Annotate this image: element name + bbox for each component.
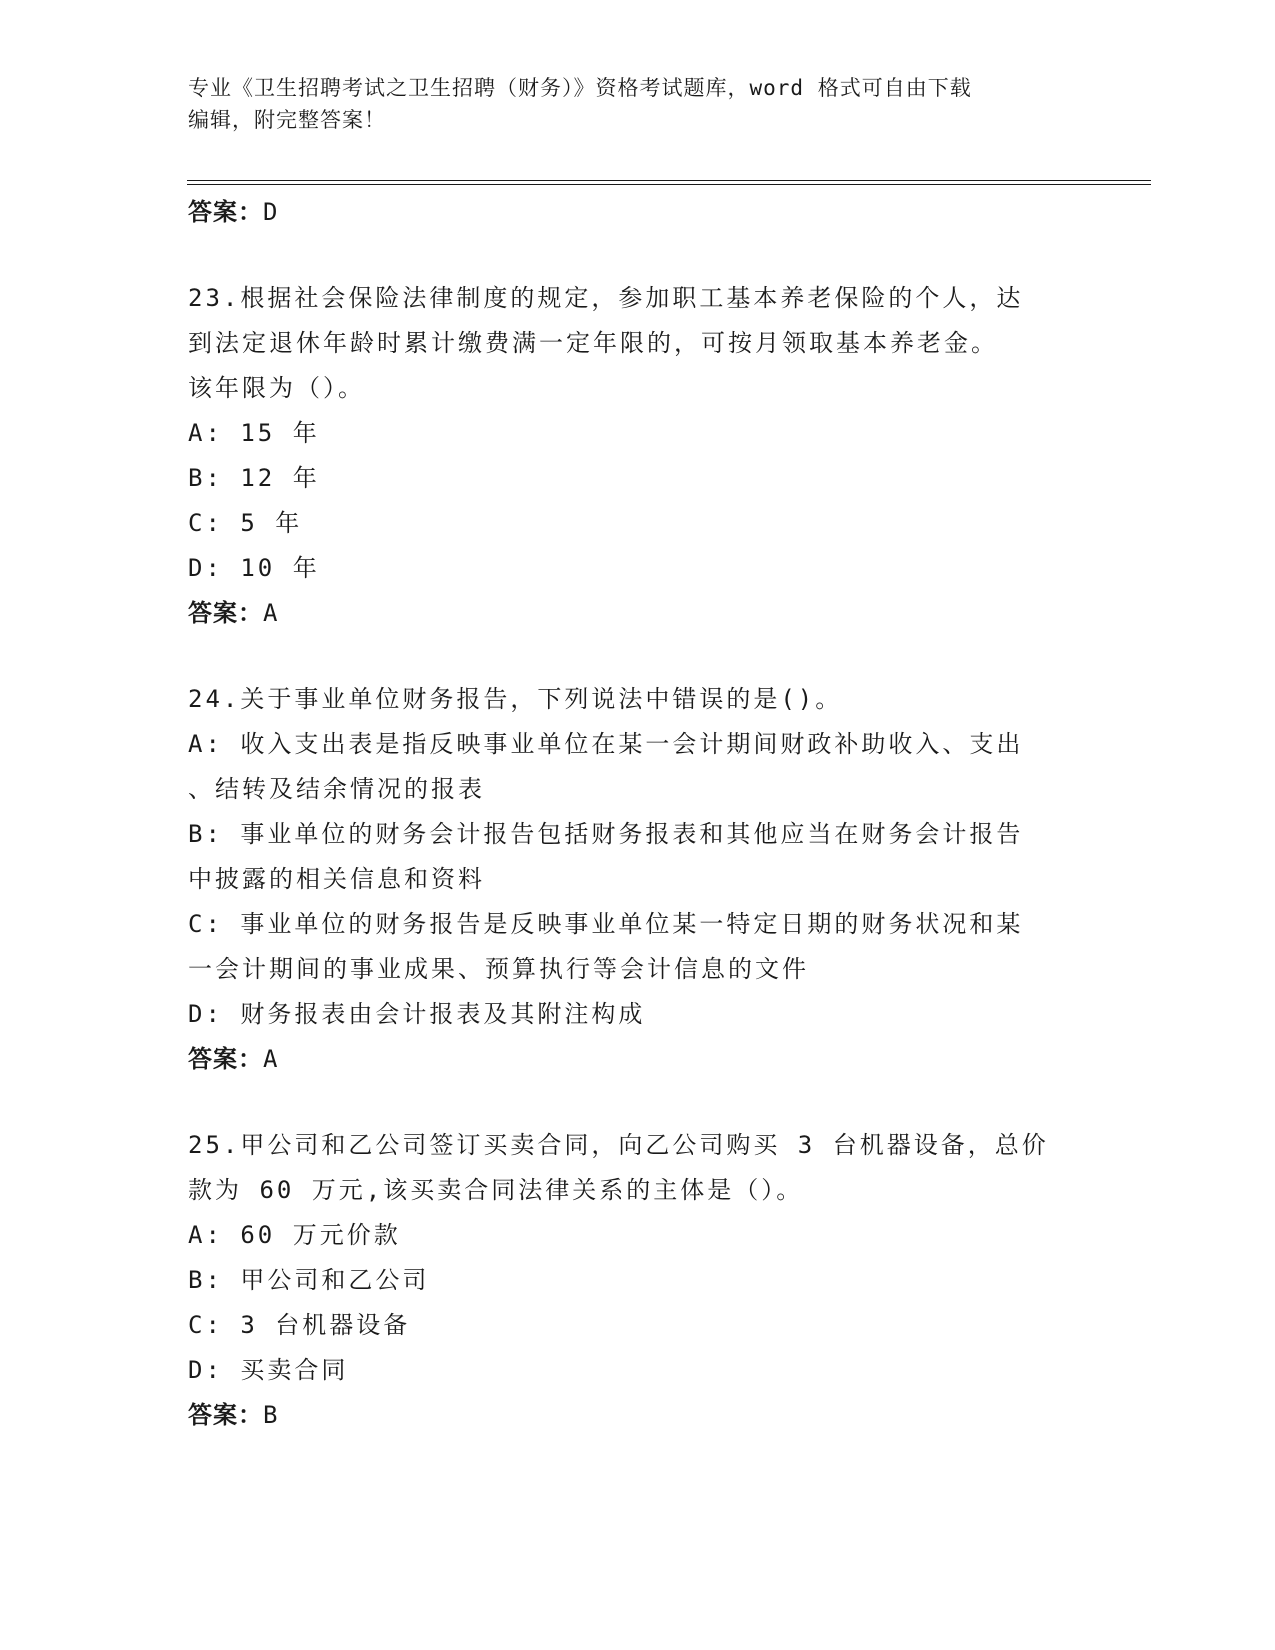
previous-answer: [188, 190, 1088, 234]
question-text-line: 该年限为（）。: [188, 374, 365, 402]
question-text-line: 款为 60 万元,该买卖合同法律关系的主体是（）。: [188, 1176, 804, 1204]
question-text-line: 25.甲公司和乙公司签订买卖合同，向乙公司购买 3 台机器设备，总价: [188, 1131, 1049, 1159]
header-rule-top: [187, 180, 1151, 181]
option-a: A: 收入支出表是指反映事业单位在某一会计期间财政补助收入、支出: [188, 730, 1024, 758]
answer-value: B: [263, 1401, 279, 1429]
option-c: C: 5 年: [188, 509, 303, 537]
option-b: B: 甲公司和乙公司: [188, 1266, 430, 1294]
answer: [188, 1037, 1088, 1081]
option-b-continued: 中披露的相关信息和资料: [188, 865, 485, 893]
option-a: A: 15 年: [188, 419, 320, 447]
answer: [188, 1393, 1088, 1437]
answer-label: 答案：: [188, 1045, 263, 1073]
option-d: D: 财务报表由会计报表及其附注构成: [188, 1000, 646, 1028]
document-body: [188, 190, 1088, 1437]
question-25: [188, 1123, 1088, 1437]
answer-label: 答案：: [188, 1401, 263, 1429]
option-d: D: 买卖合同: [188, 1356, 349, 1384]
option-b: B: 事业单位的财务会计报告包括财务报表和其他应当在财务会计报告: [188, 820, 1024, 848]
answer-value: A: [263, 599, 279, 627]
option-d: D: 10 年: [188, 554, 320, 582]
header-line-1: 专业《卫生招聘考试之卫生招聘（财务）》资格考试题库，word 格式可自由下载: [188, 76, 972, 100]
question-text-line: 23.根据社会保险法律制度的规定，参加职工基本养老保险的个人，达: [188, 284, 1024, 312]
answer-label: 答案：: [188, 198, 263, 226]
option-b: B: 12 年: [188, 464, 320, 492]
option-a: A: 60 万元价款: [188, 1221, 401, 1249]
answer: [188, 591, 1088, 635]
question-text-line: 到法定退休年龄时累计缴费满一定年限的，可按月领取基本养老金。: [188, 329, 998, 357]
answer-value: D: [263, 198, 279, 226]
answer-value: A: [263, 1045, 279, 1073]
option-c-continued: 一会计期间的事业成果、预算执行等会计信息的文件: [188, 955, 809, 983]
option-c: C: 事业单位的财务报告是反映事业单位某一特定日期的财务状况和某: [188, 910, 1024, 938]
question-text-line: 24.关于事业单位财务报告，下列说法中错误的是()。: [188, 685, 843, 713]
header-line-2: 编辑，附完整答案！: [188, 108, 386, 132]
document-header: [188, 72, 1088, 136]
question-23: [188, 276, 1088, 635]
answer-label: 答案：: [188, 599, 263, 627]
option-a-continued: 、结转及结余情况的报表: [188, 775, 485, 803]
option-c: C: 3 台机器设备: [188, 1311, 411, 1339]
header-rule-bottom: [187, 184, 1151, 185]
question-24: [188, 677, 1088, 1081]
